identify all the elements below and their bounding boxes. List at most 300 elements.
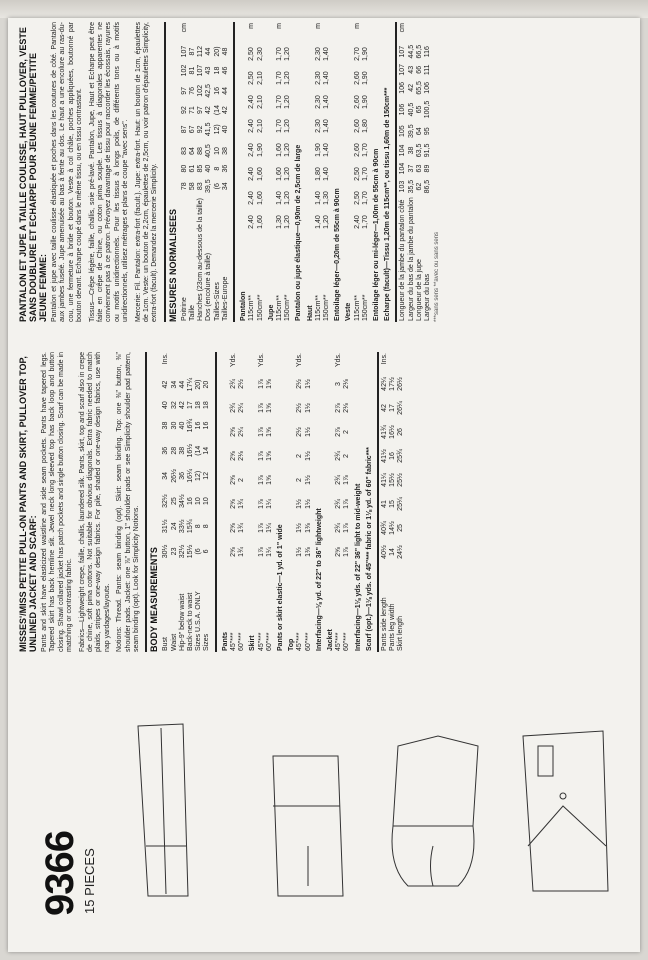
section-row	[285, 352, 296, 652]
cell-value: 16	[203, 421, 211, 430]
section-label: Echarpe (facult)—Tissu 1,20m de 115cm**, ou tissu 1,60m de 150cm***	[384, 87, 392, 321]
cell-value: 1,20	[284, 143, 292, 157]
french-measurement-table	[181, 22, 230, 322]
cell-value: 1½	[296, 523, 304, 533]
section-label: Interfacing—⅛ yd. of 22" to 36" lightweight	[315, 508, 323, 651]
unit-label	[257, 22, 265, 42]
unit-label: cm	[399, 23, 407, 33]
cell-value: 1,90	[361, 95, 369, 109]
french-column	[18, 22, 628, 322]
cell-value: 71	[189, 106, 197, 114]
cell-value: 1,20	[284, 119, 292, 133]
cell-value: 14½	[389, 521, 397, 535]
unit-label	[238, 352, 246, 372]
cell-value: 92	[197, 125, 205, 134]
cell-value: 41¼	[380, 473, 388, 487]
cell-value: 104	[399, 162, 407, 175]
cell-value: 1½	[296, 499, 304, 509]
cell-value: 17	[389, 404, 397, 412]
cell-value: 46	[221, 66, 229, 75]
section-label: Pants	[221, 631, 229, 651]
cell-value: 1,40	[322, 167, 330, 181]
cell-value: 61	[189, 164, 197, 173]
row-label: 45"***	[296, 632, 304, 651]
cell-value: 26¼	[397, 401, 405, 415]
row-label: Longueur de la jambe du pantalon côté	[399, 199, 407, 321]
cell-value: 65,5	[415, 81, 423, 95]
row-label: Pants leg width	[389, 603, 397, 651]
cell-value: 40,5	[407, 102, 415, 117]
cell-value: 107	[180, 45, 188, 58]
cell-value: 2,30	[314, 95, 322, 109]
table-row	[189, 22, 197, 322]
cell-value: 78	[180, 182, 188, 191]
cell-value: 112	[197, 45, 205, 58]
cell-value: 1,90	[361, 47, 369, 61]
unit-label: cm	[180, 23, 188, 33]
cell-value: 20)	[195, 379, 203, 390]
cell-value: 2	[343, 454, 351, 458]
cell-value: 41¾	[380, 425, 388, 439]
cell-value: 1⅞	[257, 451, 265, 461]
cell-value: 2,50	[353, 191, 361, 205]
row-label: 115cm**	[275, 295, 283, 321]
cell-value: 1,90	[314, 143, 322, 157]
cell-value: 17¼	[187, 377, 195, 392]
cell-value: 41	[380, 500, 388, 508]
cell-value: 100,5	[423, 100, 431, 119]
section-row	[363, 352, 374, 652]
cell-value: 38	[407, 146, 415, 155]
row-label: Taille	[189, 305, 197, 321]
cell-value: 1⅞	[257, 403, 265, 413]
cell-value: 65	[415, 105, 423, 114]
cell-value: 1⅞	[343, 499, 351, 509]
table-row	[222, 22, 230, 322]
row-label: 60"***	[304, 632, 312, 651]
cell-value: 97	[197, 106, 205, 114]
cell-value: 1,20	[284, 71, 292, 85]
cell-value: 102	[180, 64, 188, 77]
section-label: Jacket	[326, 629, 334, 651]
cell-value: 1½	[304, 427, 312, 437]
sketch-column	[18, 706, 618, 926]
cell-value: 16¼	[187, 469, 195, 483]
unit-label	[397, 352, 405, 372]
cell-value: 2⅞	[335, 403, 343, 413]
section-row	[246, 352, 257, 652]
divider	[233, 22, 235, 322]
cell-value: 2¼	[238, 403, 246, 413]
table-row	[416, 22, 424, 322]
table-row	[230, 352, 238, 652]
row-label: 60"***	[343, 632, 351, 651]
cell-value: 8	[195, 524, 203, 529]
unit-label	[205, 22, 213, 42]
unit-label	[416, 22, 424, 42]
row-label: Sizes U.S.A. ONLY	[195, 591, 203, 651]
table-row	[197, 22, 205, 322]
cell-value: 44	[178, 380, 186, 389]
cell-value: 62	[415, 182, 423, 191]
row-label: 45"***	[229, 632, 237, 651]
pants-sketch	[128, 716, 248, 906]
cell-value: 106	[423, 82, 431, 94]
section-row	[237, 22, 248, 322]
section-label: Entoilage léger ou mi-léger—1,00m de 55cm à 90cm	[372, 148, 380, 321]
english-column	[18, 352, 628, 652]
cell-value: 48	[221, 47, 229, 56]
table-row	[179, 352, 187, 652]
section-row	[331, 22, 342, 322]
cell-value: 2,60	[353, 95, 361, 109]
table-row	[389, 352, 397, 652]
cell-value: 33½	[178, 519, 186, 534]
cell-value: 2,40	[248, 143, 256, 157]
cell-value: 66	[415, 65, 423, 74]
cell-value: 1,60	[256, 191, 264, 205]
cell-value: 1¾	[238, 523, 246, 533]
cell-value: 1½	[304, 499, 312, 509]
cell-value: 1⅝	[265, 475, 273, 485]
cell-value: 36	[178, 472, 186, 480]
unit-label: Ins.	[162, 353, 170, 365]
cell-value: 1,70	[361, 167, 369, 181]
cell-value: 24	[170, 522, 178, 531]
table-row	[162, 352, 170, 652]
unit-label	[189, 22, 197, 42]
cell-value: 1⅜	[304, 523, 312, 533]
cell-value: (14	[213, 105, 221, 116]
cell-value: 2,10	[256, 119, 264, 133]
cell-value: 1,90	[256, 143, 264, 157]
cell-value: 85	[197, 164, 205, 173]
cell-value: 86,5	[423, 179, 431, 194]
cell-value: 42	[205, 106, 213, 114]
cell-value: 1½	[296, 547, 304, 557]
cell-value: 1,40	[322, 143, 330, 157]
cell-value: 35,5	[407, 179, 415, 194]
section-row	[313, 352, 324, 652]
cell-value: 1,70	[361, 191, 369, 205]
cell-value: 1,40	[275, 191, 283, 205]
cell-value: (14	[195, 445, 203, 456]
cell-value: 1,60	[275, 143, 283, 157]
pieces-count: 15 PIECES	[82, 848, 97, 914]
cell-value: 2¼	[238, 427, 246, 437]
cell-value: 2½	[296, 379, 304, 389]
table-row	[343, 352, 351, 652]
cell-value: 2¾	[335, 499, 343, 509]
unit-label: Yds.	[335, 353, 343, 368]
cell-value: 1,20	[284, 167, 292, 181]
unit-label	[305, 352, 313, 372]
cell-value: 2⅝	[229, 547, 237, 557]
section-row	[381, 22, 392, 322]
cell-value: 2¾	[229, 403, 237, 413]
cell-value: 2½	[296, 403, 304, 413]
cell-value: 2,30	[314, 47, 322, 61]
section-row	[265, 22, 276, 322]
cell-value: 1,40	[322, 47, 330, 61]
french-tissus: Tissus—Crêpe légère, faille, challis, soie pré-lavé. Pantalon, Jupe, Haut et Echarpe peut être faite en crêpe de Chine, ou coton pima souple. Les tissus à diagonales apparentes ne conviennent pas à ce patron. Prévoyez davantage de tissu pour raccorder les écossais, rayures ou motifs unidirectionnels. Pour les tissus à longs poils, de différents tons ou à motifs unidirectionnels, utilisez métrages et plans de coupe "avec sens".	[88, 22, 130, 322]
cell-value: 2,50	[248, 71, 256, 85]
unit-label: Yds.	[229, 353, 237, 368]
cell-value: 116	[423, 46, 431, 58]
french-mercerie: Mercerie: Fil. Pantalon: extra-fort (facult.). Jupe: extra-fort. Haut: un bouton de 1cm, épaulettes de 1cm. Veste: un bouton de 2,2cm, épaulettes de 2,5cm, ou voir patron d'épaulettes Simplicity, extra-fort (facult). Demandez la mercerie Simplicity.	[134, 22, 159, 322]
table-row	[187, 352, 195, 652]
cell-value: 44,5	[407, 44, 415, 59]
unit-label	[266, 352, 274, 372]
cell-value: 1,80	[314, 167, 322, 181]
unit-label	[214, 22, 222, 42]
table-row	[195, 352, 203, 652]
cell-value: 2,10	[256, 95, 264, 109]
cell-value: 1,20	[322, 215, 330, 229]
cell-value: 2⅛	[343, 379, 351, 389]
cell-value: 8	[203, 524, 211, 529]
cell-value: 1½	[304, 403, 312, 413]
cell-value: 41½	[380, 449, 388, 463]
cell-value: 1,70	[361, 215, 369, 229]
cell-value: 1⅝	[265, 403, 273, 413]
cell-value: (6	[195, 548, 203, 555]
section-label: Jupe	[267, 304, 275, 321]
cell-value: 2⅝	[229, 475, 237, 485]
cell-value: 18	[213, 66, 221, 75]
cell-value: 26	[397, 428, 405, 436]
section-label: Pants or skirt elastic—1 yd. of 1" wide	[276, 524, 284, 651]
row-label: Poitrine	[180, 297, 188, 321]
top-sketch	[378, 716, 488, 906]
table-row	[214, 22, 222, 322]
english-finished-table	[381, 352, 406, 652]
cell-value: 1¼	[265, 547, 273, 557]
cell-value: 95	[423, 127, 431, 136]
cell-value: 16	[187, 497, 195, 505]
cell-value: 16	[389, 452, 397, 460]
cell-value: 1,90	[361, 71, 369, 85]
cell-value: 40	[205, 164, 213, 173]
cell-value: 2,50	[248, 47, 256, 61]
cell-value: 2,30	[256, 47, 264, 61]
table-row	[171, 352, 179, 652]
cell-value: 3	[335, 382, 343, 386]
cell-value: 103	[399, 180, 407, 193]
unit-label	[323, 22, 331, 42]
cell-value: 1⅞	[257, 475, 265, 485]
cell-value: 2,40	[248, 95, 256, 109]
skirt-sketch	[268, 716, 348, 906]
cell-value: 6	[203, 549, 211, 554]
cell-value: 1¾	[238, 547, 246, 557]
cell-value: 18	[203, 401, 211, 409]
cell-value: 2,60	[353, 71, 361, 85]
cell-value: 14	[203, 446, 211, 455]
section-label: Veste	[345, 302, 353, 321]
cell-value: 20)	[213, 46, 221, 57]
section-row	[292, 22, 303, 322]
cell-value: 64	[415, 127, 423, 136]
cell-value: 91,5	[423, 143, 431, 158]
row-label: 60"***	[265, 632, 273, 651]
cell-value: 12	[203, 472, 211, 480]
cell-value: 81	[189, 66, 197, 75]
cell-value: 111	[423, 64, 431, 76]
cell-value: 107	[399, 45, 407, 58]
cell-value: 40¾	[380, 521, 388, 535]
cell-value: 89	[423, 164, 431, 173]
cell-value: 1,20	[284, 47, 292, 61]
cell-value: 32½	[162, 494, 170, 508]
cell-value: 42	[162, 380, 170, 389]
row-label: Hip-9" below waist	[178, 593, 186, 651]
cell-value: 1⅞	[343, 475, 351, 485]
cell-value: 25¾	[397, 449, 405, 463]
row-label: 115cm**	[248, 295, 256, 321]
row-label: Back-neck to waist	[187, 592, 195, 651]
cell-value: 1⅞	[343, 547, 351, 557]
cell-value: 39,5	[407, 124, 415, 139]
unit-label	[343, 352, 351, 372]
cell-value: 97	[180, 86, 188, 95]
cell-value: 80	[180, 164, 188, 173]
cell-value: 8	[213, 166, 221, 171]
cell-value: 83	[180, 147, 188, 155]
cell-value: 40	[162, 401, 170, 409]
table-row	[354, 22, 362, 322]
cell-value: 43	[205, 66, 213, 75]
unit-label: m	[248, 23, 256, 29]
row-label: Largeur du bas	[423, 273, 431, 321]
cell-value: 83	[197, 182, 205, 191]
cell-value: 41,5	[205, 122, 213, 137]
unit-label	[424, 22, 432, 42]
unit-label	[389, 352, 397, 372]
cell-value: 2	[343, 430, 351, 434]
cell-value: 1,80	[361, 119, 369, 133]
cell-value: 16	[213, 86, 221, 95]
cell-value: 16½	[389, 425, 397, 439]
cell-value: 92	[180, 106, 188, 114]
cell-value: 63	[415, 164, 423, 173]
cell-value: 1⅞	[257, 547, 265, 557]
cell-value: 44	[221, 86, 229, 95]
unit-label	[171, 352, 179, 372]
cell-value: 1,30	[275, 215, 283, 229]
cell-value: 38	[162, 421, 170, 430]
cell-value: 1⅝	[265, 451, 273, 461]
cell-value: 106	[399, 82, 407, 94]
unit-label	[187, 352, 195, 372]
cell-value: 1⅞	[257, 523, 265, 533]
cell-value: 25	[397, 524, 405, 532]
cell-value: 32½	[178, 544, 186, 559]
cell-value: 1,20	[284, 215, 292, 229]
cell-value: 34	[221, 182, 229, 191]
cell-value: 36	[221, 164, 229, 173]
row-label: Waist	[170, 633, 178, 651]
cell-value: 1⅝	[265, 379, 273, 389]
cell-value: 2¾	[335, 451, 343, 461]
cell-value: 42,5	[205, 84, 213, 98]
divider	[377, 352, 379, 652]
unit-label: m	[275, 23, 283, 29]
cell-value: 1,70	[275, 119, 283, 133]
section-label: Haut	[306, 305, 314, 321]
cell-value: 1,60	[275, 167, 283, 181]
cell-value: 42	[380, 404, 388, 412]
cell-value: 1⅞	[257, 499, 265, 509]
cell-value: 2,10	[256, 71, 264, 85]
cell-value: 104	[399, 144, 407, 157]
cell-value: 2	[238, 478, 246, 482]
unit-label	[179, 352, 187, 372]
section-row	[324, 352, 335, 652]
cell-value: 2,50	[353, 167, 361, 181]
cell-value: 15	[389, 500, 397, 508]
english-description: Pants and skirt have elasticized waistline and side seam pockets. Pants have tapered legs. Tapered skirt has back hemline slit. Jewel neck long sleeved top has back loop and button closing. Shawl collared jacket has patch pockets and single button closing. Scarf can be made in matching or contrasting fabric.	[41, 352, 74, 652]
table-row	[296, 352, 304, 652]
cell-value: 1⅞	[257, 379, 265, 389]
row-label: Pants side length	[380, 597, 388, 651]
cell-value: 1,40	[322, 71, 330, 85]
cell-value: 2⅝	[229, 427, 237, 437]
cell-value: 1¾	[238, 499, 246, 509]
mesures-heading: MESURES NORMALISEES	[167, 208, 178, 322]
cell-value: 43	[407, 65, 415, 74]
cell-value: 1¼	[265, 499, 273, 509]
row-label: Longueur de la jupe	[415, 259, 423, 321]
section-row	[304, 22, 315, 322]
row-label: Tailles-Sizes	[213, 282, 221, 321]
cell-value: 2½	[238, 379, 246, 389]
cell-value: 17½	[389, 377, 397, 391]
cell-value: 102	[197, 85, 205, 97]
cell-value: 1,20	[284, 191, 292, 205]
cell-value: 24½	[397, 545, 405, 559]
cell-value: 10	[203, 497, 211, 505]
cell-value: 38	[221, 147, 229, 155]
cell-value: 42	[221, 106, 229, 114]
body-measurements-heading: BODY MEASUREMENTS	[149, 547, 160, 652]
cell-value: 2⅝	[229, 499, 237, 509]
unit-label	[362, 22, 370, 42]
row-label: Largeur du bas de la jambe du pantalon	[407, 197, 415, 321]
rotated-content	[8, 18, 640, 952]
section-label: Skirt	[249, 635, 257, 651]
section-row	[342, 22, 353, 322]
section-label: Entoilage léger—0,20m de 55cm à 90cm	[334, 188, 342, 321]
english-notions: Notions: Thread. Pants: seam binding (opt). Skirt: seam binding. Top: one ⅜" button, ⅜" shoulder pads. Jacket: one ⅞" button, 1" shoulder pads or see Simplicity shoulder pad pattern, seam binding (opt). Look for Simplicity Notions.	[116, 352, 141, 652]
cell-value: 1⅞	[257, 427, 265, 437]
cell-value: 34	[170, 380, 178, 389]
cell-value: 1⅞	[343, 523, 351, 533]
unit-label	[408, 22, 416, 42]
cell-value: 67	[189, 125, 197, 134]
cell-value: 40,5	[205, 144, 213, 158]
cell-value: 40	[178, 421, 186, 430]
cell-value: 40	[221, 125, 229, 134]
cell-value: 36	[162, 446, 170, 455]
table-row	[276, 22, 284, 322]
cell-value: 1⅜	[304, 547, 312, 557]
cell-value: 76	[189, 86, 197, 95]
table-row	[205, 22, 213, 322]
cell-value: 1⅝	[265, 427, 273, 437]
cell-value: 25½	[397, 473, 405, 487]
cell-value: 2,70	[353, 47, 361, 61]
